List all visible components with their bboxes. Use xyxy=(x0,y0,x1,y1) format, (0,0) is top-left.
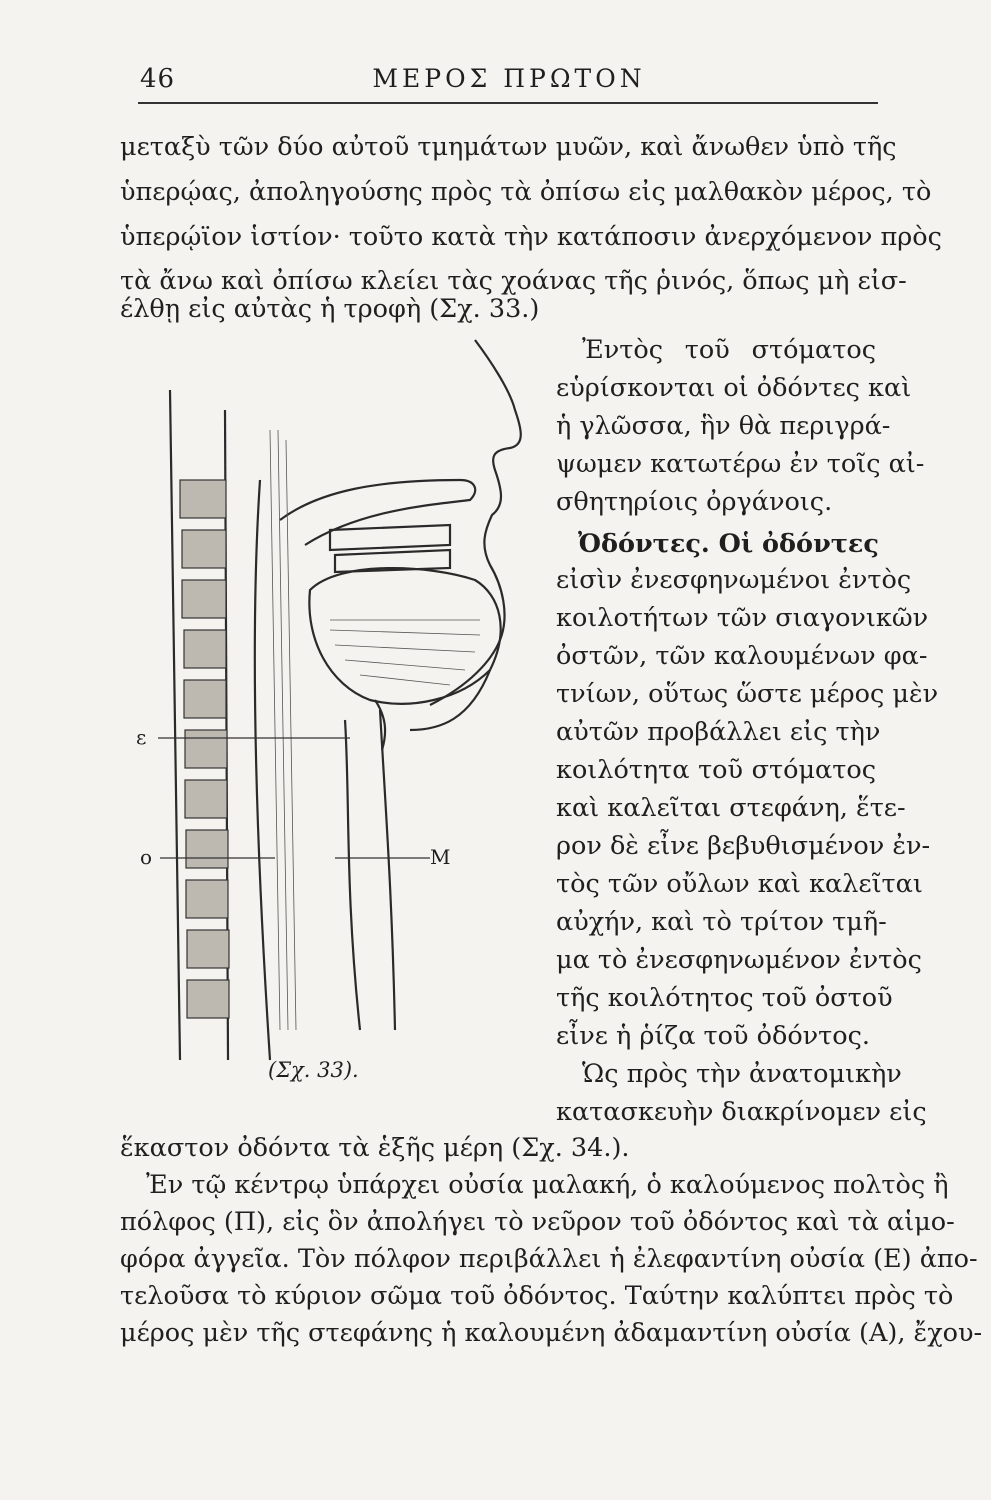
shading xyxy=(270,430,480,1030)
text-line: ρον δὲ εἶνε βεβυθισμένον ἐν- xyxy=(556,831,931,861)
text-line: ἕκαστον ὀδόντα τὰ ἑξῆς μέρη (Σχ. 34.). xyxy=(120,1133,630,1163)
text-line: ὑπερῴϊον ἱστίον· τοῦτο κατὰ τὴν κατάποσιν ἀνερχόμενον πρὸς xyxy=(120,222,942,252)
text-line: τνίων, οὕτως ὥστε μέρος μὲν xyxy=(556,679,939,709)
text-line: τελοῦσα τὸ κύριον σῶμα τοῦ ὀδόντος. Ταύτην καλύπτει πρὸς τὸ xyxy=(120,1281,954,1311)
text-line: κατασκευὴν διακρίνομεν εἰς xyxy=(556,1097,927,1127)
text-line: κοιλότητα τοῦ στόματος xyxy=(556,755,876,785)
figure-label-m: Μ xyxy=(430,845,451,869)
figure-label-e: ε xyxy=(136,725,147,749)
figure-label-o: ο xyxy=(140,845,153,869)
header-rule xyxy=(138,102,878,104)
text-line: τὸς τῶν οὔλων καὶ καλεῖται xyxy=(556,869,923,899)
text-line: αὐτῶν προβάλλει εἰς τὴν xyxy=(556,717,881,747)
page-number: 46 xyxy=(140,64,176,94)
text-line: φόρα ἀγγεῖα. Τὸν πόλφον περιβάλλει ἡ ἐλεφαντίνη οὐσία (Ε) ἀπο- xyxy=(120,1244,978,1274)
text-line: έλθῃ εἰς αὐτὰς ἡ τροφὴ (Σχ. 33.) xyxy=(120,294,540,324)
palate xyxy=(280,480,475,545)
text-line: Ὡς πρὸς τὴν ἀνατομικὴν xyxy=(582,1059,902,1089)
text-line: μέρος μὲν τῆς στεφάνης ἡ καλουμένη ἀδαμαντίνη οὐσία (Α), ἔχου- xyxy=(120,1318,983,1348)
text-line: σθητηρίοις ὀργάνοις. xyxy=(556,487,833,517)
text-line: ψωμεν κατωτέρω ἐν τοῖς αἰ- xyxy=(556,449,925,479)
text-line: τῆς κοιλότητος τοῦ ὀστοῦ xyxy=(556,983,893,1013)
text-line: μα τὸ ἐνεσφηνωμένον ἐντὸς xyxy=(556,945,922,975)
vertebrae xyxy=(180,480,229,1018)
text-line: ὀστῶν, τῶν καλουμένων φα- xyxy=(556,641,928,671)
spine-back xyxy=(170,390,180,1060)
pharynx xyxy=(255,480,270,1060)
text-line: Ἐντὸς τοῦ στόματος xyxy=(582,335,876,365)
text-line: κοιλοτήτων τῶν σιαγονικῶν xyxy=(556,603,929,633)
figure-caption: (Σχ. 33). xyxy=(268,1058,359,1082)
upper-teeth xyxy=(330,525,450,550)
text-line: καὶ καλεῖται στεφάνη, ἕτε- xyxy=(556,793,906,823)
text-line: αὐχήν, καὶ τὸ τρίτον τμῆ- xyxy=(556,907,887,937)
text-line: μεταξὺ τῶν δύο αὐτοῦ τμημάτων μυῶν, καὶ ἄνωθεν ὑπὸ τῆς xyxy=(120,132,897,162)
text-line: εὑρίσκονται οἱ ὀδόντες καὶ xyxy=(556,373,912,403)
text-line: πόλφος (Π), εἰς ὃν ἀπολήγει τὸ νεῦρον τοῦ ὀδόντος καὶ τὰ αἱμο- xyxy=(120,1207,955,1237)
text-line: Ἐν τῷ κέντρῳ ὑπάρχει οὐσία μαλακή, ὁ καλούμενος πολτὸς ἢ xyxy=(146,1170,949,1200)
head-section-illustration xyxy=(130,330,550,1070)
section-heading-line: Ὀδόντες. Οἱ ὀδόντες xyxy=(578,529,879,559)
text-line: ἡ γλῶσσα, ἣν θὰ περιγρά- xyxy=(556,411,891,441)
text-line: εἶνε ἡ ῥίζα τοῦ ὀδόντος. xyxy=(556,1021,871,1051)
larynx xyxy=(345,720,360,1030)
anatomical-figure xyxy=(130,330,550,1070)
page-header xyxy=(140,58,878,98)
running-head: ΜΕΡΟΣ ΠΡΩΤΟΝ xyxy=(372,64,646,93)
text-line: τὰ ἄνω καὶ ὀπίσω κλείει τὰς χοάνας τῆς ῥινός, ὅπως μὴ εἰσ- xyxy=(120,266,907,296)
tongue xyxy=(309,568,500,704)
text-line: ὑπερῴας, ἀποληγούσης πρὸς τὰ ὀπίσω εἰς μαλθακὸν μέρος, τὸ xyxy=(120,177,932,207)
trachea xyxy=(380,710,395,1030)
text-line: εἰσὶν ἐνεσφηνωμένοι ἐντὸς xyxy=(556,565,912,595)
